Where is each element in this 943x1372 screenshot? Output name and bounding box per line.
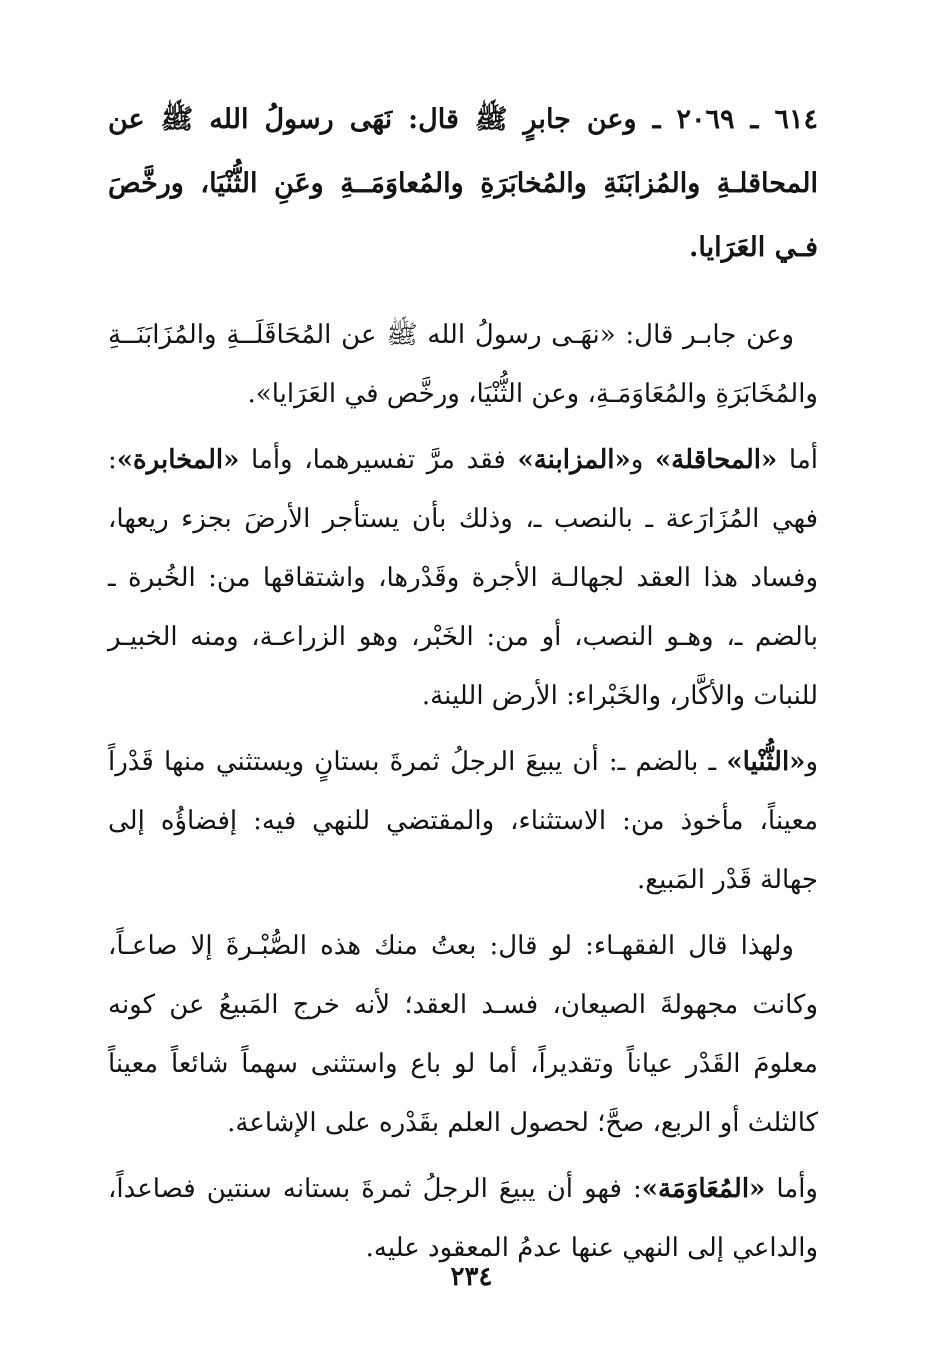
- p3-post: ـ بالضم ـ: أن يبيعَ الرجلُ ثمرةَ بستانٍ ويستثني منها قَدْراً معيناً، مأخوذ من: الاستثناء، والمقتضي للنهي فيه: إفضاؤُه إلى جهالة قَدْر المَبيع.: [108, 747, 818, 895]
- commentary-paragraph-4: ولهذا قال الفقهـاء: لو قال: بعتُ منك هذه الصُّبْـرةَ إلا صاعـاً، وكانت مجهولةَ الصيعان، فسـد العقد؛ لأنه خرج المَبيعُ عن كونه معلومَ القَدْر عياناً وتقديراً، أما لو باع واستثنى سهماً شائعاً معيناً كالثلث أو الربع، صحَّ؛ لحصول العلم بقَدْره على الإشاعة.: [108, 931, 818, 1138]
- p5-post: : فهو أن يبيعَ الرجلُ ثمرةَ بستانه سنتين فصاعداً، والداعي إلى النهي عنها عدمُ المعقود عليه.: [108, 1174, 818, 1263]
- commentary-paragraph-1: وعن جابـر قال: «نهَـى رسولُ الله ﷺ عن المُحَاقَلَــةِ والمُزَابَنَــةِ والمُخَابَرَةِ والمُعَاوَمَـةِ، وعن الثُّنْيَا، ورخَّص في العَرَايا».: [108, 320, 818, 409]
- term-muhaqala: «المحاقلة»: [654, 445, 778, 475]
- term-mukhabara: «المخابرة»: [116, 445, 240, 475]
- term-muzabana: «المزابنة»: [517, 445, 631, 475]
- term-muawama: «المُعَاوَمَة»: [641, 1174, 766, 1204]
- p3-pre: و: [805, 747, 818, 777]
- p2-post: : فهي المُزَارَعة ـ بالنصب ـ، وذلك بأن يستأجر الأرضَ بجزء ريعها، وفساد هذا العقد لجهالـة الأجرة وقَدْرها، واشتقاقها من: الخُبرة ـ بالضم ـ، وهـو النصب، أو من: الخَبْر، وهو الزراعـة، ومنه الخبيـر للنبات والأكَّار، والخَبْراء: الأرض اللينة.: [108, 445, 818, 711]
- page-number: ٢٣٤: [450, 1262, 493, 1292]
- hadith-number: ٦١٤ ـ ٢٠٦٩ ـ: [652, 104, 818, 135]
- p5-pre: وأما: [765, 1174, 818, 1204]
- p2-mid1: و: [630, 445, 655, 475]
- commentary-paragraph-5: [108, 1160, 818, 1278]
- hadith-body: وعن جابرٍ ﷺ قال: نَهَى رسولُ الله ﷺ عن المحاقلـةِ والمُزابَنَةِ والمُخابَرَةِ والمُعاوَمَــةِ وعَنِ الثُّنْيَا، ورخَّصَ فـي العَرَايا.: [108, 104, 818, 263]
- commentary-paragraph-2: [108, 431, 818, 726]
- page-body: [108, 88, 818, 1285]
- p2-pre: أما: [777, 445, 818, 475]
- hadith-text: [108, 88, 818, 280]
- p2-mid2: فقد مرَّ تفسيرهما، وأما: [239, 445, 518, 475]
- commentary-paragraph-3: [108, 733, 818, 910]
- term-thunya: «الثُّنْيا»: [726, 747, 806, 777]
